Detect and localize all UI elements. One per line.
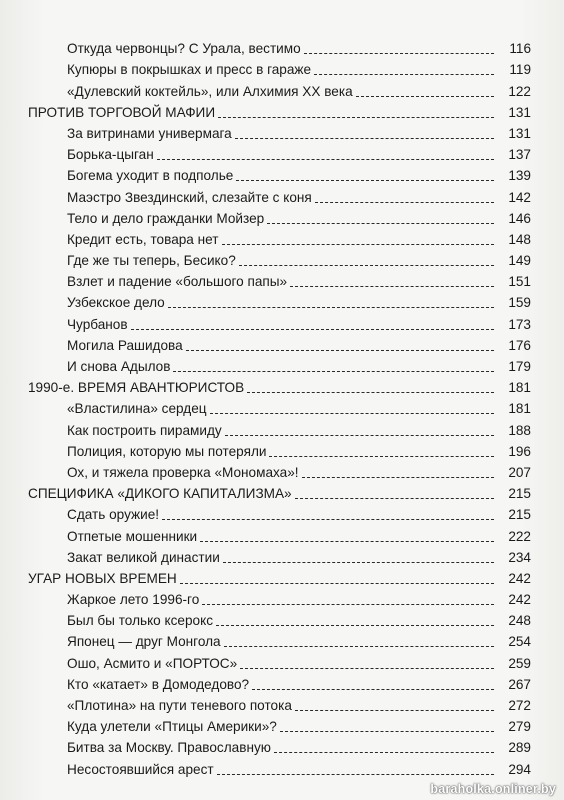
dot-leader	[314, 74, 494, 75]
toc-title: Взлет и падение «большого папы»	[67, 274, 288, 290]
toc-page-number: 181	[508, 380, 531, 396]
dot-leader	[223, 562, 494, 563]
toc-section	[0, 100, 564, 121]
watermark: baraholka.onliner.by	[430, 782, 556, 796]
toc-entry	[0, 354, 564, 375]
toc-page-number: 234	[508, 549, 531, 565]
toc-title: Купюры в покрышках и пресс в гараже	[67, 62, 312, 78]
toc-entry	[0, 756, 564, 777]
toc-title: Узбекское дело	[67, 295, 165, 311]
toc-entry	[0, 523, 564, 544]
toc-title: УГАР НОВЫХ ВРЕМЕН	[28, 570, 177, 586]
dot-leader	[295, 498, 494, 499]
toc-entry	[0, 311, 564, 332]
toc-page-number: 294	[508, 761, 531, 777]
toc-title: Был бы только ксерокс	[67, 613, 213, 629]
toc-page-number: 131	[508, 104, 531, 120]
toc-title: И снова Адылов	[67, 359, 171, 374]
toc-entry	[0, 439, 564, 460]
dot-leader	[252, 689, 494, 690]
dot-leader	[157, 159, 494, 160]
toc-title: Кредит есть, товара нет	[67, 231, 219, 247]
toc-page-number: 137	[508, 147, 531, 163]
toc-section	[0, 375, 564, 396]
toc-page-number: 122	[508, 83, 531, 99]
toc-page-number: 242	[508, 570, 531, 586]
dot-leader	[267, 223, 494, 224]
dot-leader	[247, 392, 494, 393]
toc-entry	[0, 78, 564, 99]
toc-page-number: 151	[508, 274, 531, 290]
toc-entry	[0, 693, 564, 714]
toc-entry	[0, 184, 564, 205]
dot-leader	[202, 604, 494, 605]
toc-entry	[0, 672, 564, 693]
toc-page-number: 181	[508, 401, 531, 417]
toc-entry	[0, 417, 564, 438]
toc-title: Тело и дело гражданки Мойзер	[67, 210, 265, 226]
toc-title: «Дулевский коктейль», или Алхимия XX века	[67, 83, 353, 99]
toc-title: Закат великой династии	[67, 549, 220, 565]
toc-title: Кто «катает» в Домодедово?	[67, 676, 250, 692]
toc-title: Богема уходит в подполье	[67, 168, 234, 184]
toc-page-number: 179	[508, 359, 531, 374]
dot-leader	[180, 583, 494, 584]
dot-leader	[200, 541, 494, 542]
toc-entry	[0, 142, 564, 163]
toc-entry	[0, 290, 564, 311]
toc-entry	[0, 714, 564, 735]
toc-entry	[0, 206, 564, 227]
dot-leader	[240, 668, 494, 669]
toc-page-number: 173	[508, 316, 531, 332]
toc-page-number: 116	[509, 41, 531, 57]
toc-title: Могила Рашидова	[67, 337, 183, 353]
toc-entry	[0, 121, 564, 142]
dot-leader	[235, 138, 494, 139]
toc-entry	[0, 248, 564, 269]
table-of-contents	[0, 36, 564, 778]
dot-leader	[224, 646, 494, 647]
toc-entry	[0, 650, 564, 671]
dot-leader	[356, 96, 494, 97]
dot-leader	[225, 435, 494, 436]
dot-leader	[295, 710, 494, 711]
toc-title: Куда улетели «Птицы Америки»?	[67, 719, 277, 735]
toc-page-number: 242	[508, 592, 531, 608]
dot-leader	[290, 286, 494, 287]
toc-title: Японец — друг Монгола	[67, 634, 221, 650]
toc-page-number: 248	[508, 613, 531, 629]
toc-title: Полиция, которую мы потеряли	[67, 443, 267, 459]
toc-title: Где же ты теперь, Бесико?	[67, 253, 236, 269]
toc-page-number: 176	[508, 337, 531, 353]
toc-page-number: 131	[508, 125, 531, 141]
toc-page-number: 142	[508, 189, 531, 205]
toc-title: Несостоявшийся арест	[67, 761, 214, 777]
toc-entry	[0, 608, 564, 629]
toc-page-number: 215	[508, 486, 531, 502]
dot-leader	[217, 774, 494, 775]
toc-entry	[0, 163, 564, 184]
toc-entry	[0, 545, 564, 566]
toc-section	[0, 566, 564, 587]
toc-page-number: 279	[508, 719, 531, 735]
dot-leader	[162, 519, 494, 520]
toc-page-number: 188	[508, 422, 531, 438]
dot-leader	[186, 350, 494, 351]
toc-title: Жаркое лето 1996-го	[67, 592, 200, 608]
toc-entry	[0, 269, 564, 290]
dot-leader	[168, 307, 494, 308]
toc-title: Маэстро Звездинский, слезайте с коня	[67, 189, 312, 205]
toc-entry	[0, 460, 564, 481]
dot-leader	[131, 329, 494, 330]
dot-leader	[280, 731, 494, 732]
toc-page-number: 148	[508, 231, 531, 247]
dot-leader	[274, 752, 494, 753]
toc-entry	[0, 227, 564, 248]
toc-page-number: 196	[508, 443, 531, 459]
toc-entry	[0, 629, 564, 650]
dot-leader	[302, 477, 494, 478]
toc-title: Сдать оружие!	[67, 507, 160, 523]
toc-page-number: 207	[508, 464, 531, 480]
dot-leader	[304, 53, 494, 54]
toc-page-number: 146	[508, 210, 531, 226]
toc-page-number: 272	[508, 698, 531, 713]
toc-page-number: 119	[509, 62, 531, 78]
dot-leader	[315, 202, 494, 203]
dot-leader	[269, 456, 494, 457]
toc-entry	[0, 396, 564, 417]
toc-title: За витринами универмага	[67, 125, 232, 141]
toc-page-number: 222	[508, 528, 531, 544]
toc-title: «Плотина» на пути теневого потока	[67, 698, 292, 713]
toc-entry	[0, 36, 564, 57]
dot-leader	[236, 180, 494, 181]
toc-title: ПРОТИВ ТОРГОВОЙ МАФИИ	[28, 104, 216, 120]
dot-leader	[218, 117, 494, 118]
toc-title: Как построить пирамиду	[67, 422, 222, 438]
toc-page-number: 149	[508, 253, 531, 269]
toc-page-number: 259	[508, 655, 531, 671]
toc-title: 1990-е. ВРЕМЯ АВАНТЮРИСТОВ	[28, 380, 245, 396]
toc-title: Откуда червонцы? С Урала, вестимо	[67, 41, 301, 57]
toc-title: Отпетые мошенники	[67, 528, 198, 544]
dot-leader	[216, 625, 494, 626]
toc-entry	[0, 587, 564, 608]
toc-title: «Властилина» сердец	[67, 401, 207, 417]
toc-page-number: 254	[508, 634, 531, 650]
toc-page-number: 215	[508, 507, 531, 523]
dot-leader	[210, 413, 494, 414]
toc-entry	[0, 735, 564, 756]
toc-title: Борька-цыган	[67, 147, 154, 163]
toc-entry	[0, 502, 564, 523]
toc-title: Битва за Москву. Православную	[67, 740, 271, 756]
toc-title: СПЕЦИФИКА «ДИКОГО КАПИТАЛИЗМА»	[28, 486, 292, 502]
toc-page-number: 267	[508, 676, 531, 692]
dot-leader	[222, 244, 495, 245]
dot-leader	[239, 265, 494, 266]
toc-title: Ошо, Асмито и «ПОРТОС»	[67, 655, 238, 671]
toc-section	[0, 481, 564, 502]
dot-leader	[173, 371, 494, 372]
toc-page-number: 139	[508, 168, 531, 184]
toc-entry	[0, 57, 564, 78]
toc-page-number: 289	[508, 740, 531, 756]
toc-entry	[0, 333, 564, 354]
toc-page-number: 159	[508, 295, 531, 311]
toc-title: Чурбанов	[67, 316, 128, 332]
toc-title: Ох, и тяжела проверка «Мономаха»!	[67, 464, 299, 480]
